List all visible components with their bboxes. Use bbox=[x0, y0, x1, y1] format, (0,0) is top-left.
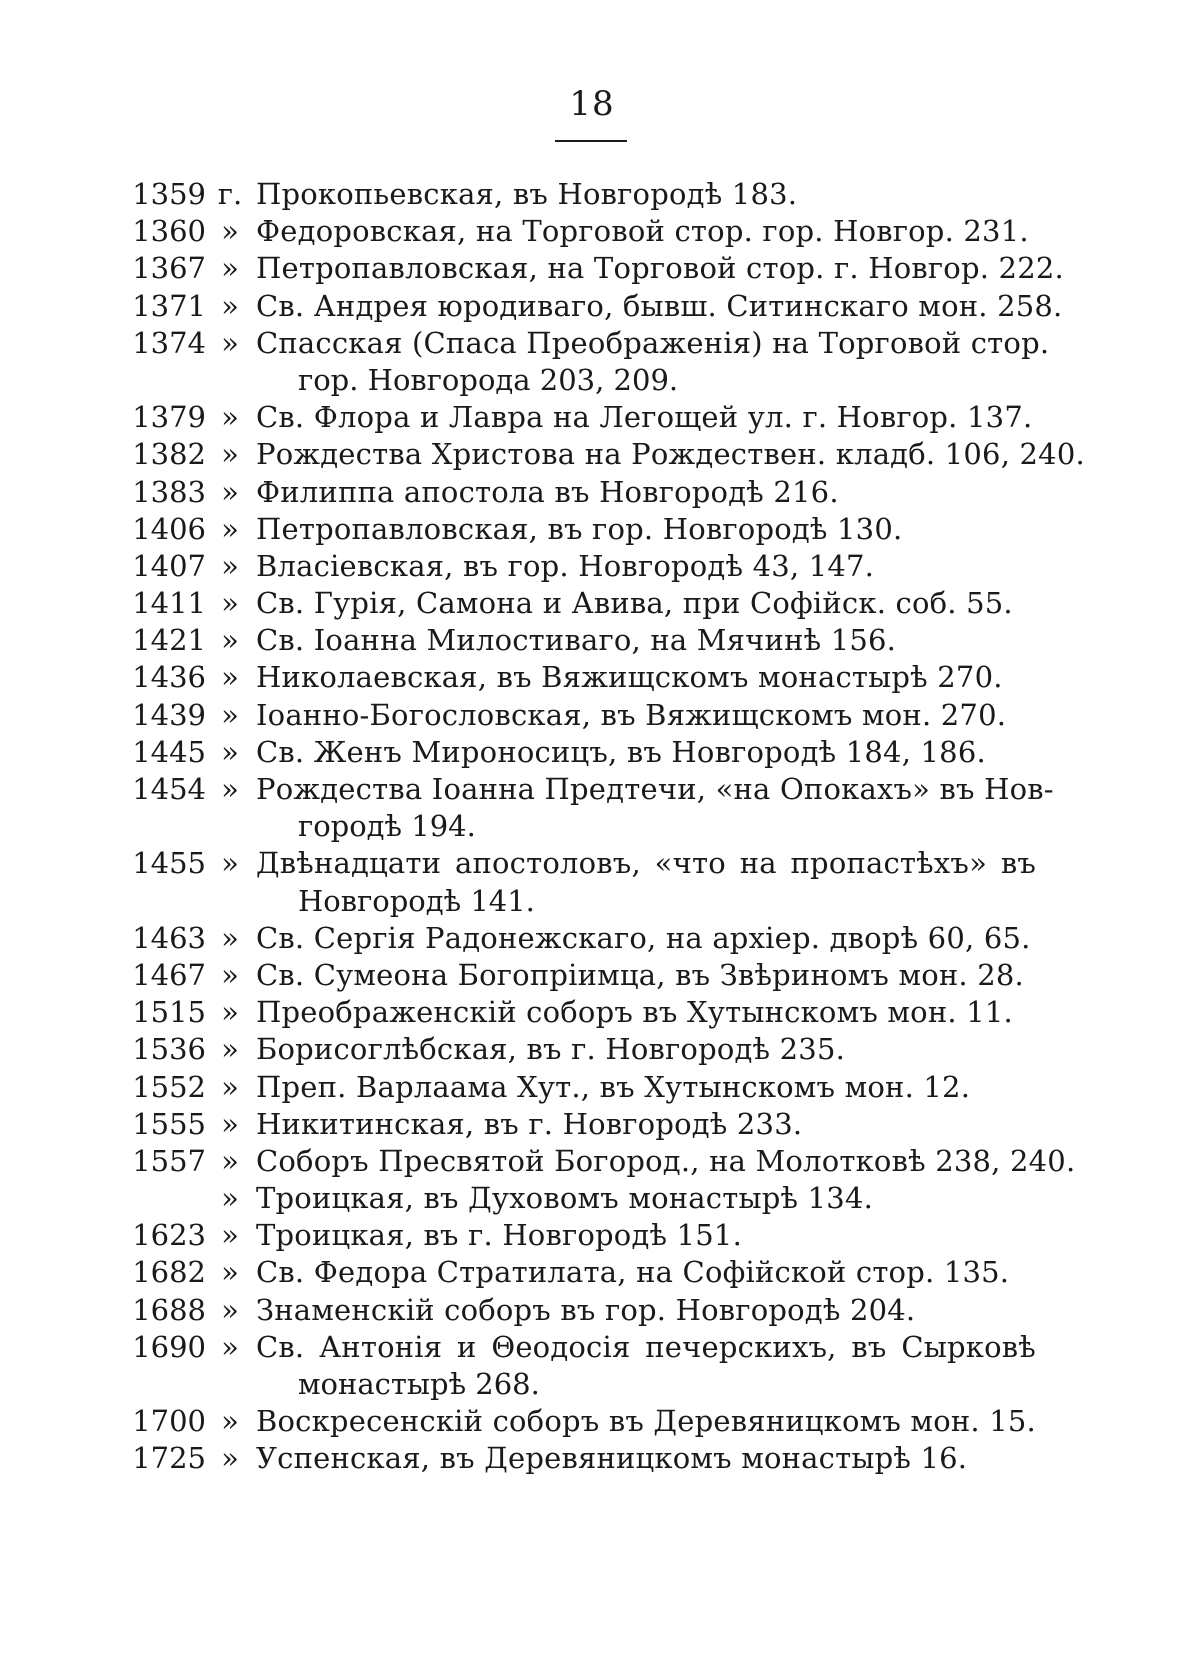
entry-ditto-mark: » bbox=[221, 734, 239, 769]
list-item bbox=[0, 1143, 1184, 1180]
entry-line bbox=[0, 1106, 1184, 1143]
entry-text: Николаевская, въ Вяжищскомъ монастырѣ 270. bbox=[256, 660, 1003, 695]
list-item bbox=[0, 213, 1184, 250]
entry-ditto-mark: » bbox=[221, 474, 239, 509]
entry-text: Петропавловская, на Торговой стор. г. Новгор. 222. bbox=[256, 251, 1064, 286]
entry-year: 1552 bbox=[132, 1069, 206, 1104]
entry-year: 1467 bbox=[132, 957, 206, 992]
entry-ditto-mark: » bbox=[221, 623, 239, 658]
entry-text: Св. Гурія, Самона и Авива, при Софійск. соб. 55. bbox=[256, 586, 1013, 621]
entry-text: Федоровская, на Торговой стор. гор. Новгор. 231. bbox=[256, 214, 1029, 249]
entry-year: 1421 bbox=[132, 623, 206, 658]
list-item bbox=[0, 957, 1184, 994]
entry-ditto-mark: » bbox=[221, 1218, 239, 1253]
entry-ditto-mark: » bbox=[221, 697, 239, 732]
entry-line bbox=[0, 1292, 1184, 1329]
list-item bbox=[0, 548, 1184, 585]
list-item bbox=[0, 250, 1184, 287]
list-item bbox=[0, 288, 1184, 325]
entry-year: 1515 bbox=[132, 995, 206, 1030]
list-item bbox=[0, 697, 1184, 734]
entry-line bbox=[0, 920, 1184, 957]
entry-year: 1682 bbox=[132, 1255, 206, 1290]
entry-line bbox=[0, 1143, 1184, 1180]
list-item bbox=[0, 1069, 1184, 1106]
entry-year: 1382 bbox=[132, 437, 206, 472]
entry-ditto-mark: » bbox=[221, 288, 239, 323]
list-item bbox=[0, 1440, 1184, 1477]
entry-ditto-mark: » bbox=[221, 400, 239, 435]
entry-text: Петропавловская, въ гор. Новгородѣ 130. bbox=[256, 511, 903, 546]
list-item bbox=[0, 325, 1184, 399]
entry-continuation-line bbox=[0, 362, 1184, 399]
entry-year: 1623 bbox=[132, 1218, 206, 1253]
entry-ditto-mark: » bbox=[221, 1106, 239, 1141]
entry-year: 1455 bbox=[132, 846, 206, 881]
entry-year: 1436 bbox=[132, 660, 206, 695]
entry-line bbox=[0, 250, 1184, 287]
entry-line bbox=[0, 1031, 1184, 1068]
entry-text: Успенская, въ Деревяницкомъ монастырѣ 16. bbox=[256, 1441, 968, 1476]
entry-year: 1411 bbox=[132, 586, 206, 621]
list-item bbox=[0, 1254, 1184, 1291]
entry-line bbox=[0, 325, 1184, 362]
list-item bbox=[0, 659, 1184, 696]
entry-text: Рождества Іоанна Предтечи, «на Опокахъ» въ Нов- bbox=[256, 772, 1054, 806]
entry-line bbox=[0, 511, 1184, 548]
entry-text: Св. Флора и Лавра на Легощей ул. г. Новгор. 137. bbox=[256, 400, 1033, 435]
entry-ditto-mark: » bbox=[221, 995, 239, 1030]
entry-year: 1367 bbox=[132, 251, 206, 286]
entry-line bbox=[0, 288, 1184, 325]
entry-line bbox=[0, 771, 1184, 808]
entry-ditto-mark: » bbox=[221, 586, 239, 621]
entry-line bbox=[0, 548, 1184, 585]
entry-text: городѣ 194. bbox=[298, 809, 476, 844]
entry-text: Борисоглѣбская, въ г. Новгородѣ 235. bbox=[256, 1032, 846, 1067]
list-item bbox=[0, 511, 1184, 548]
entry-text: Св. Федора Стратилата, на Софійской стор. 135. bbox=[256, 1255, 1010, 1290]
entry-text: Воскресенскій соборъ въ Деревяницкомъ мон. 15. bbox=[256, 1404, 1036, 1439]
entry-year: 1407 bbox=[132, 548, 206, 583]
entry-text: Преображенскій соборъ въ Хутынскомъ мон. 11. bbox=[256, 995, 1013, 1030]
entry-year: 1359 bbox=[132, 177, 206, 211]
entry-text: Никитинская, въ г. Новгородѣ 233. bbox=[256, 1106, 803, 1141]
entry-line bbox=[0, 1217, 1184, 1254]
list-item bbox=[0, 1217, 1184, 1254]
entry-line bbox=[0, 1180, 1184, 1217]
list-item bbox=[0, 920, 1184, 957]
entry-line bbox=[0, 734, 1184, 771]
entry-text: Филиппа апостола въ Новгородѣ 216. bbox=[256, 474, 839, 509]
entry-ditto-mark: » bbox=[221, 1032, 239, 1067]
entry-line bbox=[0, 474, 1184, 511]
entry-line bbox=[0, 622, 1184, 659]
entry-ditto-mark: » bbox=[221, 1292, 239, 1327]
entry-ditto-mark: » bbox=[221, 957, 239, 992]
entry-line bbox=[0, 1069, 1184, 1106]
entry-ditto-mark: » bbox=[221, 1404, 239, 1439]
entry-continuation-line bbox=[0, 883, 1184, 920]
entry-line bbox=[0, 399, 1184, 436]
entry-list bbox=[0, 176, 1184, 1478]
list-item bbox=[0, 1292, 1184, 1329]
entry-year: 1557 bbox=[132, 1143, 206, 1178]
entry-continuation-line bbox=[0, 1366, 1184, 1403]
entry-text: Св. Женъ Мироносицъ, въ Новгородѣ 184, 186. bbox=[256, 734, 986, 769]
entry-ditto-mark: » bbox=[221, 1329, 239, 1364]
entry-year: 1379 bbox=[132, 400, 206, 435]
entry-text: Св. Антонія и Θеодосія печерскихъ, въ Сырковѣ bbox=[256, 1329, 1036, 1364]
list-item bbox=[0, 1329, 1184, 1403]
entry-text: Двѣнадцати апостоловъ, «что на пропастѣхъ» въ bbox=[256, 846, 1036, 881]
list-item bbox=[0, 845, 1184, 919]
list-item bbox=[0, 622, 1184, 659]
list-item bbox=[0, 176, 1184, 213]
entry-ditto-mark: » bbox=[221, 846, 239, 881]
entry-ditto-mark: » bbox=[221, 325, 239, 360]
entry-text: Рождества Христова на Рождествен. кладб. 106, 240. bbox=[256, 437, 1085, 472]
entry-text: Троицкая, въ Духовомъ монастырѣ 134. bbox=[256, 1181, 873, 1216]
entry-text: монастырѣ 268. bbox=[298, 1367, 540, 1401]
entry-ditto-mark: » bbox=[221, 1441, 239, 1476]
entry-text: Св. Сумеона Богопріимца, въ Звѣриномъ мон. 28. bbox=[256, 957, 1024, 992]
list-item bbox=[0, 585, 1184, 622]
entry-year: 1700 bbox=[132, 1404, 206, 1439]
entry-text: Іоанно-Богословская, въ Вяжищскомъ мон. 270. bbox=[256, 697, 1007, 732]
entry-year: 1690 bbox=[132, 1329, 206, 1364]
entry-line bbox=[0, 1403, 1184, 1440]
entry-year: 1725 bbox=[132, 1441, 206, 1476]
list-item bbox=[0, 436, 1184, 473]
entry-year: 1555 bbox=[132, 1106, 206, 1141]
entry-text: Новгородѣ 141. bbox=[298, 883, 535, 918]
entry-year: 1371 bbox=[132, 288, 206, 323]
list-item bbox=[0, 474, 1184, 511]
entry-line bbox=[0, 436, 1184, 473]
list-item bbox=[0, 399, 1184, 436]
entry-line bbox=[0, 659, 1184, 696]
entry-ditto-mark: » bbox=[221, 548, 239, 583]
entry-line bbox=[0, 697, 1184, 734]
entry-ditto-mark: » bbox=[221, 214, 239, 249]
entry-ditto-mark: » bbox=[221, 1181, 239, 1216]
entry-text: Троицкая, въ г. Новгородѣ 151. bbox=[256, 1218, 743, 1253]
entry-year: 1406 bbox=[132, 511, 206, 546]
entry-ditto-mark: » bbox=[221, 1069, 239, 1104]
entry-text: Св. Андрея юродиваго, бывш. Ситинскаго мон. 258. bbox=[256, 288, 1063, 323]
entry-line bbox=[0, 213, 1184, 250]
entry-line bbox=[0, 845, 1184, 882]
page-number: 18 bbox=[569, 84, 615, 124]
entry-text: Прокопьевская, въ Новгородѣ 183. bbox=[256, 177, 798, 211]
page-number-rule bbox=[555, 140, 627, 142]
entry-line bbox=[0, 1254, 1184, 1291]
entry-year: 1688 bbox=[132, 1292, 206, 1327]
entry-ditto-mark: » bbox=[221, 437, 239, 472]
entry-ditto-mark: » bbox=[221, 1255, 239, 1290]
entry-year: 1374 bbox=[132, 325, 206, 360]
entry-year: 1536 bbox=[132, 1032, 206, 1067]
list-item bbox=[0, 1403, 1184, 1440]
entry-ditto-mark: » bbox=[221, 772, 239, 806]
entry-text: Св. Іоанна Милостиваго, на Мячинѣ 156. bbox=[256, 623, 897, 658]
entry-continuation-line bbox=[0, 808, 1184, 845]
entry-year: 1383 bbox=[132, 474, 206, 509]
entry-year: 1439 bbox=[132, 697, 206, 732]
entry-year: 1360 bbox=[132, 214, 206, 249]
list-item bbox=[0, 1180, 1184, 1217]
entry-text: Соборъ Пресвятой Богород., на Молотковѣ 238, 240. bbox=[256, 1143, 1076, 1178]
entry-text: Спасская (Спаса Преображенія) на Торговой стор. bbox=[256, 325, 1050, 360]
entry-line bbox=[0, 957, 1184, 994]
entry-ditto-mark: г. bbox=[217, 177, 243, 211]
entry-ditto-mark: » bbox=[221, 251, 239, 286]
entry-text: Знаменскій соборъ въ гор. Новгородѣ 204. bbox=[256, 1292, 916, 1327]
entry-ditto-mark: » bbox=[221, 660, 239, 695]
entry-line bbox=[0, 1440, 1184, 1477]
entry-year: 1445 bbox=[132, 734, 206, 769]
entry-ditto-mark: » bbox=[221, 920, 239, 955]
list-item bbox=[0, 994, 1184, 1031]
entry-text: гор. Новгорода 203, 209. bbox=[298, 362, 679, 397]
list-item bbox=[0, 734, 1184, 771]
entry-line bbox=[0, 176, 1184, 213]
entry-text: Преп. Варлаама Хут., въ Хутынскомъ мон. 12. bbox=[256, 1069, 971, 1104]
entry-year: 1454 bbox=[132, 772, 206, 806]
entry-line bbox=[0, 994, 1184, 1031]
entry-ditto-mark: » bbox=[221, 511, 239, 546]
list-item bbox=[0, 1106, 1184, 1143]
entry-year: 1463 bbox=[132, 920, 206, 955]
entry-ditto-mark: » bbox=[221, 1143, 239, 1178]
list-item bbox=[0, 771, 1184, 845]
entry-line bbox=[0, 1329, 1184, 1366]
entry-text: Св. Сергія Радонежскаго, на архіер. дворѣ 60, 65. bbox=[256, 920, 1031, 955]
list-item bbox=[0, 1031, 1184, 1068]
entry-text: Власіевская, въ гор. Новгородѣ 43, 147. bbox=[256, 548, 875, 583]
entry-line bbox=[0, 585, 1184, 622]
